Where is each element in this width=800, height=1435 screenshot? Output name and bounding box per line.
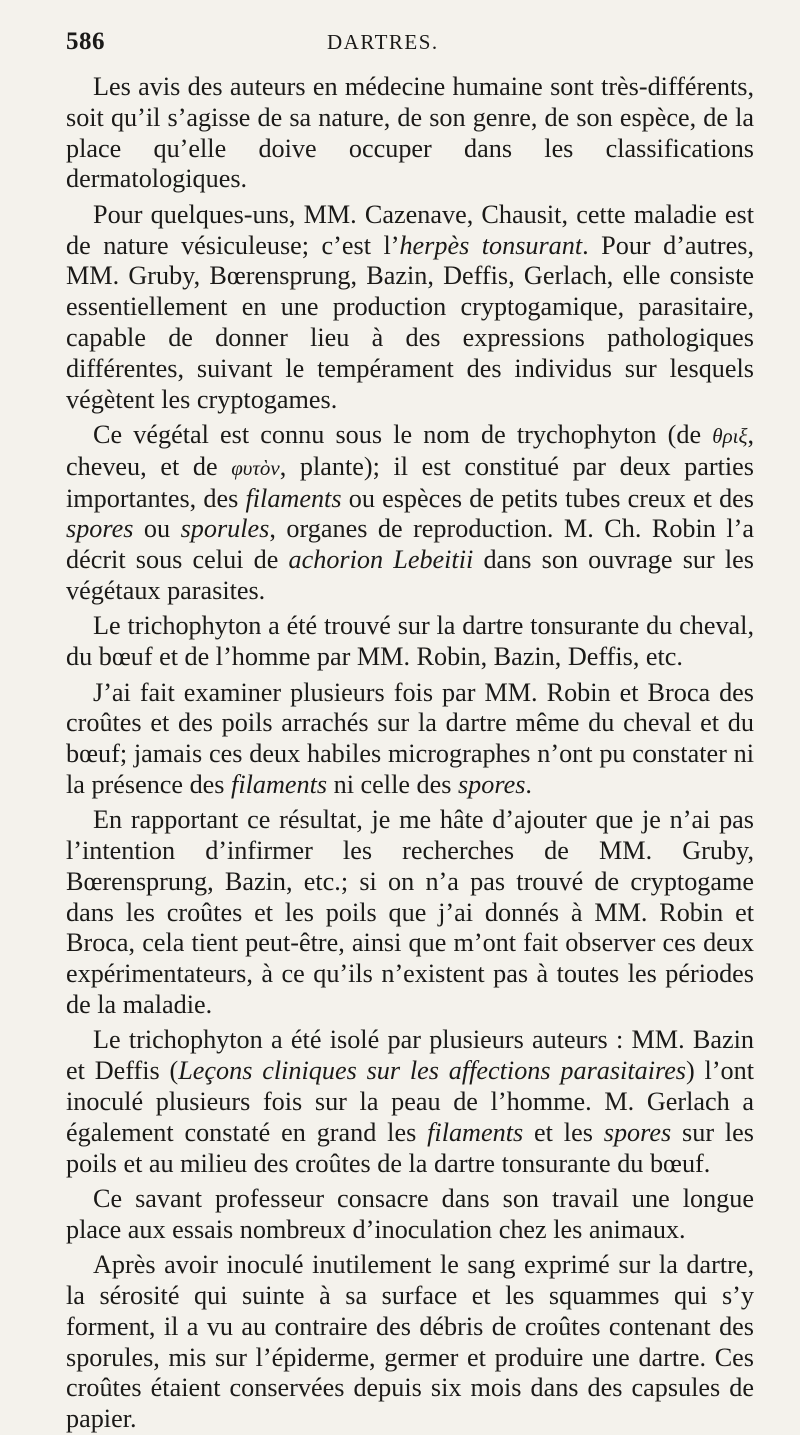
text-run: ni celle des — [327, 769, 458, 799]
paragraph — [66, 678, 754, 801]
italic-text: filaments — [245, 483, 342, 513]
paragraph — [66, 1250, 754, 1435]
text-run: , organes de reproduction. M. Ch. Robin l’a décrit sous celui de — [66, 514, 754, 575]
paragraph — [66, 200, 754, 416]
paragraph — [66, 611, 754, 673]
paragraph — [66, 805, 754, 1021]
text-run: J’ai fait examiner plusieurs fois par MM. Robin et Broca des croûtes et des poils arrachés sur la dartre même du cheval et du bœuf; jamais ces deux habiles micrographes n’ont pu constater ni la présence des — [66, 677, 754, 799]
italic-text: sporules — [180, 514, 270, 544]
text-run: . Pour d’autres, MM. Gruby, Bœrensprung, Bazin, Deffis, Gerlach, elle consiste essentiellement en une production cryptogamique, parasitaire, capable de donner lieu à des expressions pathologiques différentes, suivant le tempérament des individus sur lesquels végètent les cryptogames. — [66, 230, 755, 414]
text-run: ou espèces de petits tubes creux et des — [341, 483, 754, 513]
text-run: sur les poils et au milieu des croûtes de la dartre tonsurante du bœuf. — [66, 1117, 754, 1178]
text-run: Le trichophyton a été isolé par plusieurs auteurs : MM. Bazin et Deffis ( — [66, 1025, 754, 1086]
text-run: dans son ouvrage sur les végétaux parasites. — [66, 545, 754, 605]
page-number: 586 — [66, 28, 105, 55]
italic-text: filaments — [427, 1117, 524, 1147]
text-run: Pour quelques-uns, MM. Cazenave, Chausit, cette maladie est de nature vésiculeuse; c’est l’ — [66, 199, 754, 260]
greek-word: θριξ — [712, 423, 748, 448]
text-run: Le trichophyton a été trouvé sur la dartre tonsurante du cheval, du bœuf et de l’homme par MM. Robin, Bazin, Deffis, etc. — [66, 611, 754, 672]
italic-text: herpès tonsurant — [399, 230, 583, 260]
italic-text: spores — [66, 514, 134, 544]
text-run: Après avoir inoculé inutilement le sang exprimé sur la dartre, la sérosité qui suinte à sa surface et les squammes qui s’y forment, il a vu au contraire des débris de croûtes contenant des sporules, mis sur l’épiderme, germer et produire une dartre. Ces croûtes étaient conservées depuis six mois dans des capsules de papier. — [66, 1250, 754, 1434]
text-run: Les avis des auteurs en médecine humaine sont très-différents, soit qu’il s’agisse de sa nature, de son genre, de son espèce, de la place qu’elle doive occuper dans les classifications dermatologiques. — [66, 72, 754, 194]
italic-text: achorion Lebeitii — [288, 545, 474, 575]
text-run: , cheveu, et de — [66, 419, 754, 481]
italic-text: spores — [457, 769, 526, 799]
text-run: ou — [133, 514, 181, 544]
text-run: , plante); il est constitué par deux parties importantes, des — [66, 451, 754, 513]
text-run: ) l’ont inoculé plusieurs fois sur la peau de l’homme. M. Gerlach a également constaté en grand les — [66, 1056, 755, 1147]
body-text — [66, 72, 754, 1435]
page-header — [66, 28, 754, 68]
italic-text: filaments — [231, 769, 328, 799]
running-title: DARTRES. — [327, 30, 439, 54]
text-run: Ce savant professeur consacre dans son travail une longue place aux essais nombreux d’inoculation chez les animaux. — [66, 1184, 754, 1244]
paragraph — [66, 1184, 754, 1246]
text-run: . — [525, 769, 532, 799]
italic-text: spores — [603, 1117, 672, 1147]
italic-text: Leçons cliniques sur les affections parasitaires — [178, 1056, 687, 1086]
paragraph — [66, 420, 754, 607]
greek-word: φυτὸν — [231, 455, 280, 480]
paragraph — [66, 72, 754, 195]
text-run: Ce végétal est connu sous le nom de trychophyton (de — [93, 419, 713, 449]
text-run: et les — [523, 1117, 604, 1147]
text-run: En rapportant ce résultat, je me hâte d’ajouter que je n’ai pas l’intention d’infirmer les recherches de MM. Gruby, Bœrensprung, Bazin, etc.; si on n’a pas trouvé de cryptogame dans les croûtes et les poils que j’ai donnés à MM. Robin et Broca, cela tient peut-être, ainsi que m’ont fait observer ces deux expérimentateurs, à ce qu’ils n’existent pas à toutes les périodes de la maladie. — [66, 805, 754, 1020]
paragraph — [66, 1025, 754, 1179]
